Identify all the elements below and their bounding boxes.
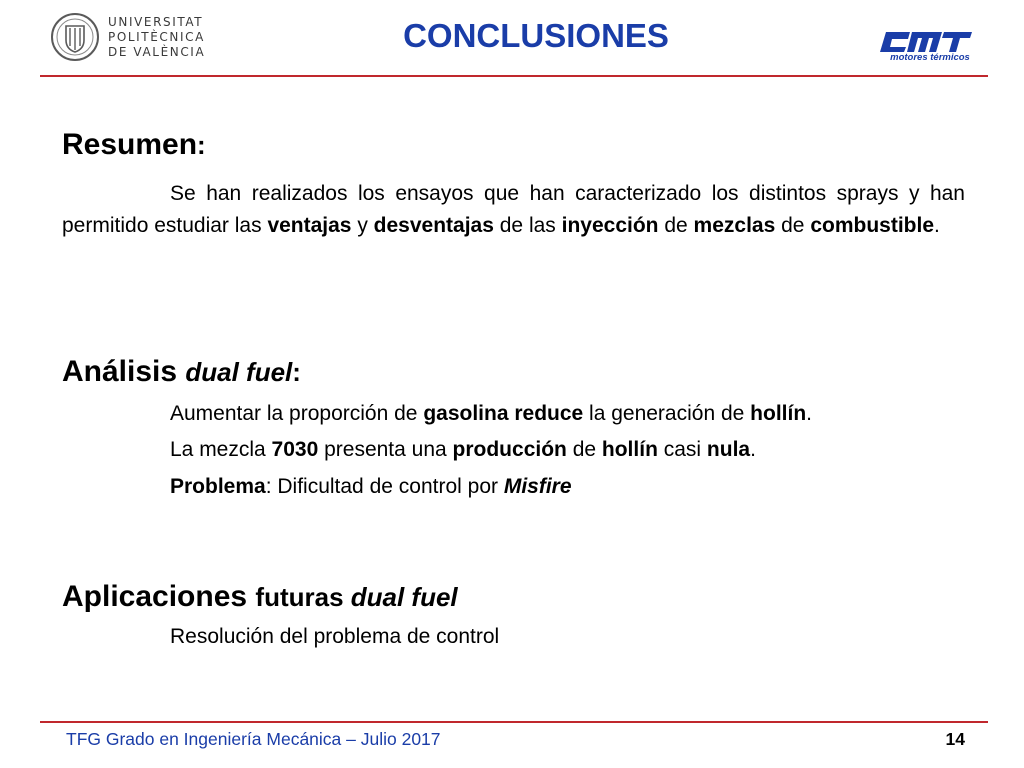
resumen-text: y <box>351 214 374 237</box>
resumen-paragraph <box>62 178 965 242</box>
line-text: . <box>750 438 756 461</box>
resumen-text: de las <box>493 214 562 237</box>
resumen-text: . <box>934 214 940 237</box>
aplicaciones-heading-text: futuras <box>255 582 351 612</box>
line-bold: Problema <box>170 475 266 498</box>
line-bold: hollín <box>750 402 807 425</box>
analisis-heading-italic: dual fuel <box>185 357 293 387</box>
analisis-heading-colon: : <box>292 357 301 387</box>
line-text: . <box>806 402 813 425</box>
line-bold: gasolina reduce <box>423 402 584 425</box>
analisis-heading <box>62 355 301 389</box>
resumen-heading-text: Resumen <box>62 128 198 161</box>
line-bold: nula <box>706 438 751 461</box>
resumen-bold: desventajas <box>373 214 494 237</box>
line-bold: 7030 <box>271 438 319 461</box>
line-bold: hollín <box>601 438 658 461</box>
footer-text: TFG Grado en Ingeniería Mecánica – Julio 2017 <box>66 729 441 749</box>
cmt-logo-caption: motores térmicos <box>890 52 970 63</box>
aplicaciones-heading <box>62 580 458 614</box>
aplicaciones-line-1: Resolución del problema de control <box>170 625 500 648</box>
line-text: La mezcla <box>170 438 272 461</box>
resumen-bold: inyección <box>561 214 659 237</box>
resumen-bold: mezclas <box>693 214 776 237</box>
resumen-bold: ventajas <box>267 214 352 237</box>
line-text: presenta una <box>318 438 453 461</box>
aplicaciones-heading-italic: dual fuel <box>350 582 458 612</box>
analisis-line-2 <box>170 438 756 462</box>
aplicaciones-heading-text: Aplicaciones <box>62 580 256 613</box>
upv-logo-line: DE VALÈNCIA <box>108 45 206 59</box>
upv-logo-line: POLITÈCNICA <box>108 30 205 44</box>
resumen-text: de <box>775 214 811 237</box>
line-bold-italic: Misfire <box>503 475 572 498</box>
resumen-text: de <box>658 214 694 237</box>
header-divider <box>40 75 988 77</box>
line-text: : Dificultad de control por <box>265 475 504 498</box>
line-text: de <box>566 438 602 461</box>
analisis-heading-text: Análisis <box>62 355 186 388</box>
analisis-line-3 <box>170 475 572 499</box>
line-bold: producción <box>452 438 567 461</box>
page-number: 14 <box>945 729 965 749</box>
line-text: casi <box>657 438 707 461</box>
resumen-heading-colon: : <box>197 130 206 160</box>
line-text: Aumentar la proporción de <box>170 402 424 425</box>
footer-divider <box>40 721 988 723</box>
analisis-line-1 <box>170 402 812 426</box>
upv-logo-line: UNIVERSITAT <box>108 15 204 29</box>
slide-title: CONCLUSIONES <box>403 17 669 54</box>
resumen-text: Se han realizados los ensayos que han caracterizado los distintos sprays y han permitido estudiar las <box>62 182 965 237</box>
resumen-heading <box>62 128 206 162</box>
line-text: la generación de <box>583 402 751 425</box>
resumen-bold: combustible <box>810 214 934 237</box>
